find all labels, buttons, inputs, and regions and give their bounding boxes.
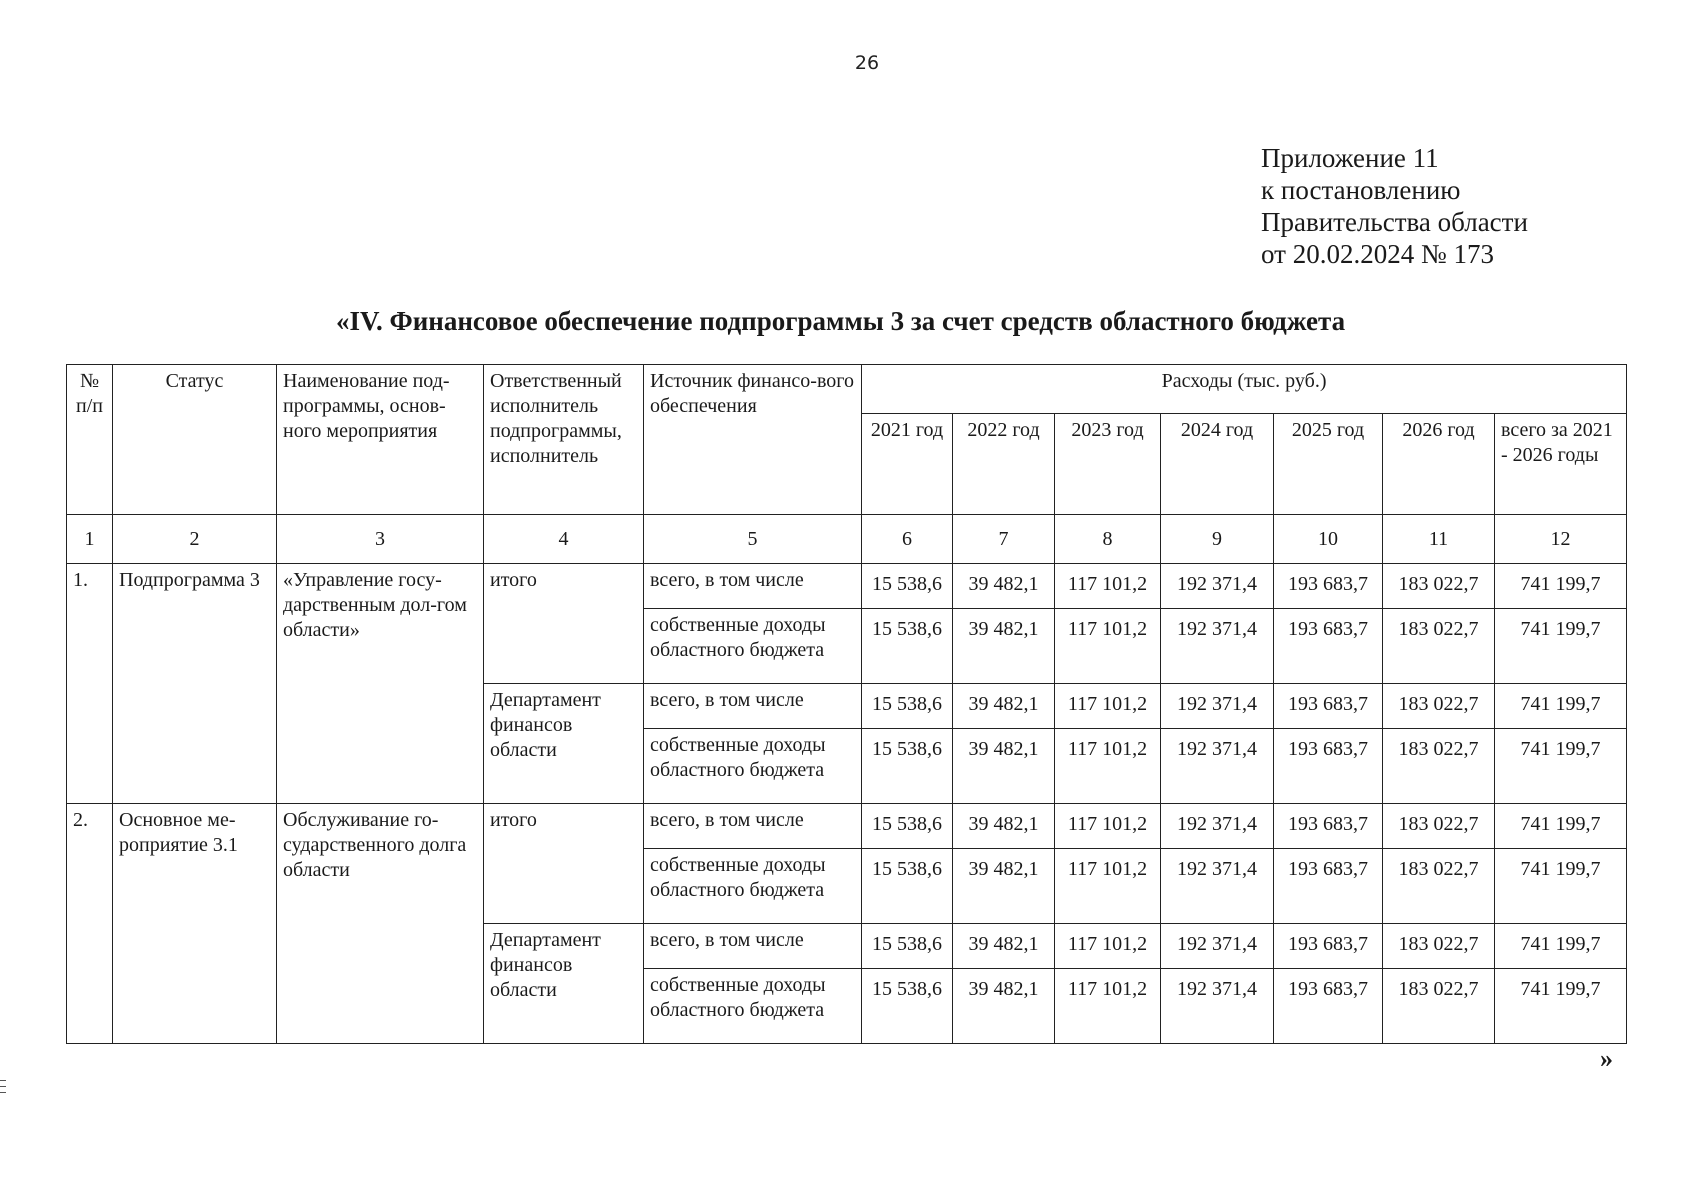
value-cell: 183 022,7 — [1383, 729, 1495, 804]
value-cell: 192 371,4 — [1161, 683, 1274, 728]
value-cell: 15 538,6 — [862, 563, 953, 608]
value-cell: 15 538,6 — [862, 969, 953, 1044]
header-year: 2022 год — [953, 414, 1055, 515]
value-cell: 183 022,7 — [1383, 563, 1495, 608]
header-year-total: всего за 2021 - 2026 годы — [1495, 414, 1627, 515]
header-expenses: Расходы (тыс. руб.) — [862, 365, 1627, 414]
value-cell: 193 683,7 — [1274, 849, 1383, 924]
value-cell-total: 741 199,7 — [1495, 969, 1627, 1044]
page-number: 26 — [854, 52, 880, 74]
value-cell: 15 538,6 — [862, 803, 953, 848]
appendix-line: к постановлению — [1261, 175, 1461, 205]
header-year: 2025 год — [1274, 414, 1383, 515]
value-cell: 117 101,2 — [1055, 729, 1161, 804]
row-source: всего, в том числе — [644, 923, 862, 968]
index-cell: 10 — [1274, 515, 1383, 563]
value-cell: 39 482,1 — [953, 969, 1055, 1044]
value-cell: 15 538,6 — [862, 609, 953, 684]
appendix-block — [1261, 142, 1528, 270]
value-cell: 15 538,6 — [862, 923, 953, 968]
value-cell: 15 538,6 — [862, 849, 953, 924]
value-cell: 117 101,2 — [1055, 683, 1161, 728]
scan-edge-mark — [0, 1086, 6, 1087]
value-cell: 192 371,4 — [1161, 923, 1274, 968]
index-cell: 2 — [113, 515, 277, 563]
value-cell: 183 022,7 — [1383, 969, 1495, 1044]
row-name: «Управление госу-дарственным дол-гом области» — [277, 563, 484, 803]
index-cell: 4 — [484, 515, 644, 563]
header-year: 2024 год — [1161, 414, 1274, 515]
value-cell: 193 683,7 — [1274, 803, 1383, 848]
value-cell: 183 022,7 — [1383, 803, 1495, 848]
header-source: Источник финансо-вого обеспечения — [644, 365, 862, 515]
value-cell: 193 683,7 — [1274, 683, 1383, 728]
appendix-line: от 20.02.2024 № 173 — [1261, 239, 1494, 269]
row-source: всего, в том числе — [644, 563, 862, 608]
header-status: Статус — [113, 365, 277, 515]
value-cell-total: 741 199,7 — [1495, 609, 1627, 684]
value-cell: 192 371,4 — [1161, 609, 1274, 684]
index-cell: 1 — [67, 515, 113, 563]
value-cell: 117 101,2 — [1055, 849, 1161, 924]
table-row — [67, 563, 1627, 608]
value-cell: 193 683,7 — [1274, 969, 1383, 1044]
index-cell: 12 — [1495, 515, 1627, 563]
value-cell-total: 741 199,7 — [1495, 803, 1627, 848]
value-cell: 193 683,7 — [1274, 563, 1383, 608]
scan-edge-mark — [0, 1092, 6, 1093]
index-cell: 5 — [644, 515, 862, 563]
header-num: № п/п — [67, 365, 113, 515]
value-cell: 39 482,1 — [953, 609, 1055, 684]
row-source: собственные доходы областного бюджета — [644, 849, 862, 924]
value-cell: 193 683,7 — [1274, 729, 1383, 804]
value-cell: 117 101,2 — [1055, 923, 1161, 968]
header-year: 2026 год — [1383, 414, 1495, 515]
value-cell-total: 741 199,7 — [1495, 729, 1627, 804]
row-executor: итого — [484, 803, 644, 923]
header-executor: Ответственный исполнитель подпрограммы, исполнитель — [484, 365, 644, 515]
row-executor: Департамент финансов области — [484, 923, 644, 1043]
row-executor: итого — [484, 563, 644, 683]
financing-table — [66, 364, 1627, 1044]
value-cell: 39 482,1 — [953, 683, 1055, 728]
value-cell-total: 741 199,7 — [1495, 683, 1627, 728]
value-cell: 39 482,1 — [953, 729, 1055, 804]
value-cell: 192 371,4 — [1161, 563, 1274, 608]
header-name: Наименование под-программы, основ-ного мероприятия — [277, 365, 484, 515]
value-cell: 39 482,1 — [953, 923, 1055, 968]
value-cell: 117 101,2 — [1055, 969, 1161, 1044]
index-cell: 6 — [862, 515, 953, 563]
index-cell: 8 — [1055, 515, 1161, 563]
value-cell-total: 741 199,7 — [1495, 849, 1627, 924]
value-cell: 192 371,4 — [1161, 969, 1274, 1044]
value-cell: 183 022,7 — [1383, 849, 1495, 924]
header-year: 2021 год — [862, 414, 953, 515]
value-cell: 192 371,4 — [1161, 729, 1274, 804]
value-cell: 117 101,2 — [1055, 609, 1161, 684]
row-num: 1. — [67, 563, 113, 803]
row-source: собственные доходы областного бюджета — [644, 729, 862, 804]
value-cell: 117 101,2 — [1055, 563, 1161, 608]
row-source: всего, в том числе — [644, 683, 862, 728]
value-cell: 39 482,1 — [953, 803, 1055, 848]
value-cell-total: 741 199,7 — [1495, 563, 1627, 608]
index-cell: 9 — [1161, 515, 1274, 563]
row-status: Подпрограмма 3 — [113, 563, 277, 803]
table-row — [67, 803, 1627, 848]
index-cell: 3 — [277, 515, 484, 563]
row-status: Основное ме-роприятие 3.1 — [113, 803, 277, 1043]
index-cell: 7 — [953, 515, 1055, 563]
value-cell: 15 538,6 — [862, 683, 953, 728]
row-num: 2. — [67, 803, 113, 1043]
value-cell: 39 482,1 — [953, 849, 1055, 924]
appendix-line: Приложение 11 — [1261, 143, 1439, 173]
value-cell: 39 482,1 — [953, 563, 1055, 608]
row-executor: Департамент финансов области — [484, 683, 644, 803]
row-source: собственные доходы областного бюджета — [644, 969, 862, 1044]
document-title: «IV. Финансовое обеспечение подпрограммы 3 за счет средств областного бюджета — [336, 306, 1346, 336]
index-cell: 11 — [1383, 515, 1495, 563]
value-cell: 193 683,7 — [1274, 923, 1383, 968]
value-cell: 192 371,4 — [1161, 849, 1274, 924]
value-cell: 117 101,2 — [1055, 803, 1161, 848]
value-cell: 193 683,7 — [1274, 609, 1383, 684]
value-cell: 183 022,7 — [1383, 683, 1495, 728]
row-name: Обслуживание го-сударственного долга области — [277, 803, 484, 1043]
scan-edge-mark — [0, 1080, 6, 1081]
value-cell-total: 741 199,7 — [1495, 923, 1627, 968]
value-cell: 15 538,6 — [862, 729, 953, 804]
value-cell: 192 371,4 — [1161, 803, 1274, 848]
closing-quote: » — [1600, 1044, 1613, 1073]
header-year: 2023 год — [1055, 414, 1161, 515]
row-source: собственные доходы областного бюджета — [644, 609, 862, 684]
row-source: всего, в том числе — [644, 803, 862, 848]
value-cell: 183 022,7 — [1383, 923, 1495, 968]
value-cell: 183 022,7 — [1383, 609, 1495, 684]
appendix-line: Правительства области — [1261, 207, 1528, 237]
